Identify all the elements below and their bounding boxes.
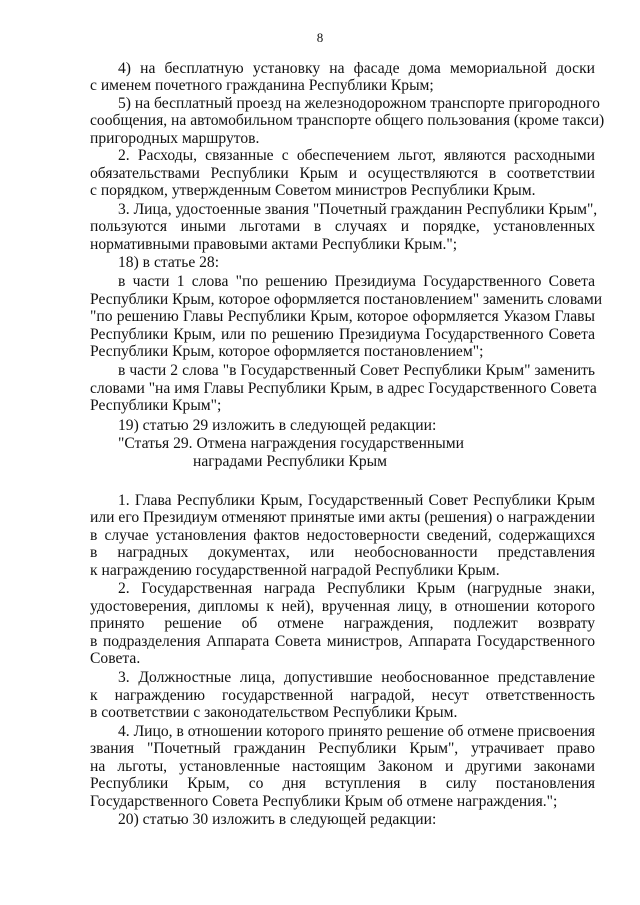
text-line: принято решение об отмене награждения, подлежит возврату — [90, 615, 595, 632]
text-line: в подразделения Аппарата Совета министров, Аппарата Государственного — [90, 633, 595, 650]
text-line: в случае установления фактов недостоверности сведений, содержащихся — [90, 527, 595, 544]
text-line: обязательствами Республики Крым и осуществляются в соответствии — [90, 165, 595, 182]
article-heading: наградами Республики Крым — [193, 453, 388, 470]
text-line: "по решению Главы Республики Крым, которое оформляется Указом Главы — [90, 308, 595, 325]
text-line: удостоверения, дипломы к ней), врученная лицу, в отношении которого — [90, 598, 595, 615]
text-line: 4) на бесплатную установку на фасаде дома мемориальной доски — [118, 60, 595, 77]
text-line: звания "Почетный гражданин Республики Крым", утрачивает право — [90, 740, 595, 757]
text-line: Республики Крым, которое оформляется постановлением" заменить словами — [90, 291, 603, 308]
text-line: 2. Государственная награда Республики Крым (нагрудные знаки, — [118, 580, 595, 597]
text-line: 18) в статье 28: — [118, 254, 220, 271]
text-line: на льготы, установленные настоящим Законом и другими законами — [90, 758, 595, 775]
text-line: Республики Крым, со дня вступления в силу постановления — [90, 775, 595, 792]
text-line: Республики Крым"; — [90, 397, 222, 414]
article-heading: "Статья 29. Отмена награждения государственными — [118, 435, 464, 452]
text-line: 4. Лицо, в отношении которого принято решение об отмене присвоения — [118, 723, 596, 740]
text-line: 19) статью 29 изложить в следующей редакции: — [118, 417, 437, 434]
text-line: в части 1 слова "по решению Президиума Государственного Совета — [118, 273, 595, 290]
text-line: Республики Крым, или по решению Президиума Государственного Совета — [90, 326, 595, 343]
text-line: Республики Крым, которое оформляется постановлением"; — [90, 343, 484, 360]
text-line: Совета. — [90, 650, 141, 667]
text-line: пользуются иными льготами в случаях и порядке, установленных — [90, 218, 595, 235]
text-line: Государственного Совета Республики Крым об отмене награждения."; — [90, 793, 558, 810]
text-line: с именем почетного гражданина Республики Крым; — [90, 77, 434, 94]
page-number: 8 — [316, 30, 324, 45]
text-line: 1. Глава Республики Крым, Государственный Совет Республики Крым — [118, 492, 595, 509]
text-line: 5) на бесплатный проезд на железнодорожном транспорте пригородного — [118, 95, 600, 112]
text-line: в наградных документах, или необоснованности представления — [90, 544, 595, 561]
text-line: в соответствии с законодательством Республики Крым. — [90, 704, 458, 721]
text-line: нормативными правовыми актами Республики Крым."; — [90, 236, 458, 253]
text-line: словами "на имя Главы Республики Крым, в адрес Государственного Совета — [90, 380, 597, 397]
text-line: сообщения, на автомобильном транспорте общего пользования (кроме такси) — [90, 112, 605, 129]
text-line: или его Президиум отменяют принятые ими акты (решения) о награждении — [90, 509, 595, 526]
text-line: с порядком, утвержденным Советом министров Республики Крым. — [90, 182, 536, 199]
text-line: 2. Расходы, связанные с обеспечением льгот, являются расходными — [118, 147, 595, 164]
text-line: к награждению государственной наградой Республики Крым. — [90, 562, 500, 579]
text-line: в части 2 слова "в Государственный Совет Республики Крым" заменить — [118, 362, 595, 379]
text-line: пригородных маршрутов. — [90, 130, 260, 147]
text-line: 3. Должностные лица, допустившие необоснованное представление — [118, 669, 595, 686]
text-line: 20) статью 30 изложить в следующей редакции: — [118, 811, 437, 828]
text-line: 3. Лица, удостоенные звания "Почетный гражданин Республики Крым", — [118, 201, 598, 218]
text-line: к награждению государственной наградой, несут ответственность — [90, 687, 595, 704]
